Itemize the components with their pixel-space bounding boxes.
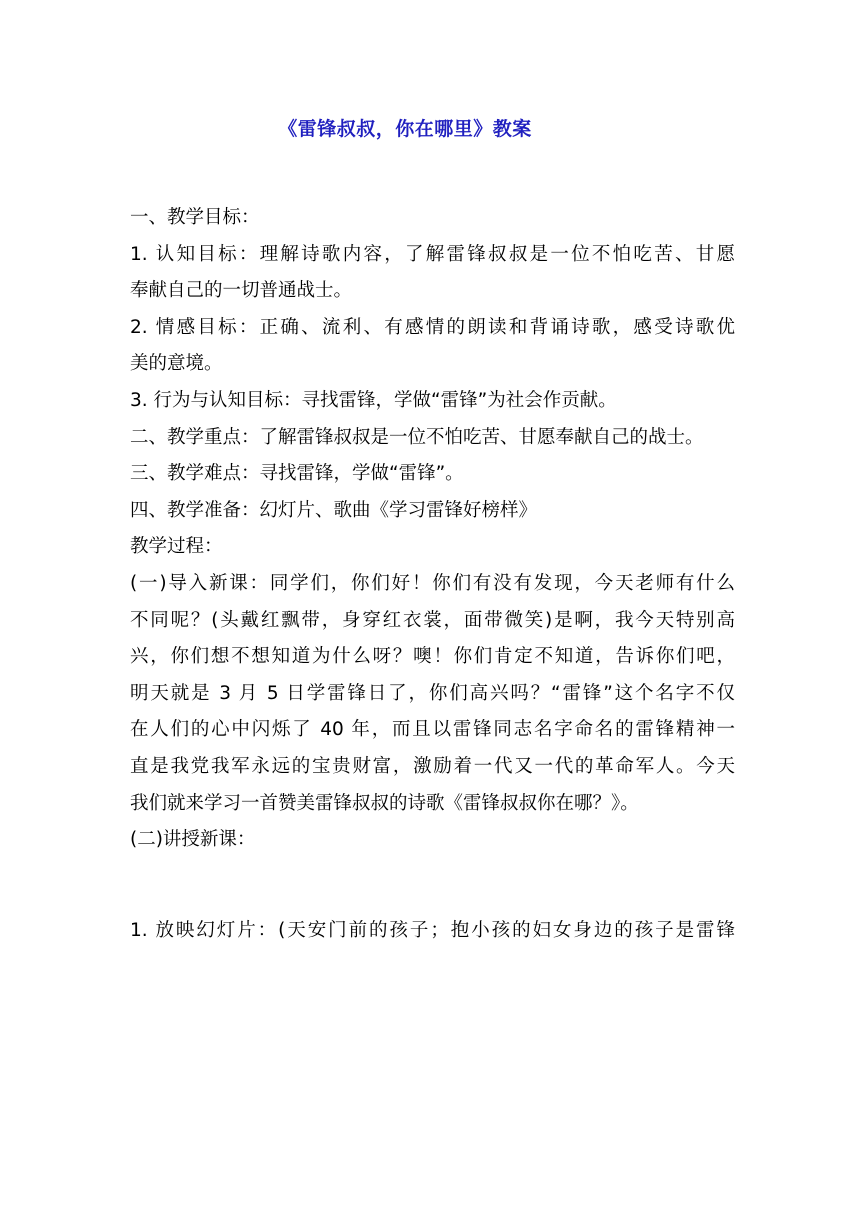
paragraph-line: 我们就来学习一首赞美雷锋叔叔的诗歌《雷锋叔叔你在哪？》。 <box>130 792 639 814</box>
paragraph-line: (一)导入新课：同学们，你们好！你们有没有发现，今天老师有什么 <box>130 572 735 594</box>
paragraph-line: 兴，你们想不想知道为什么呀？噢！你们肯定不知道，告诉你们吧， <box>130 646 735 668</box>
paragraph-gap <box>130 859 735 913</box>
paragraph-line: 奉献自己的一切普通战士。 <box>130 280 353 302</box>
document-title: 《雷锋叔叔，你在哪里》教案 <box>278 118 532 140</box>
paragraph-line: 不同呢？(头戴红飘带，身穿红衣裳，面带微笑)是啊，我今天特别高 <box>130 609 735 631</box>
paragraph-line: 3. 行为与认知目标：寻找雷锋，学做“雷锋”为社会作贡献。 <box>130 389 617 411</box>
section-heading-objectives: 一、教学目标： <box>130 207 260 228</box>
section-heading-process: 教学过程： <box>130 536 223 558</box>
document-body <box>130 200 735 949</box>
paragraph-line: 明天就是 3 月 5 日学雷锋日了，你们高兴吗？“雷锋”这个名字不仅 <box>130 682 735 704</box>
paragraph-line: 美的意境。 <box>130 353 223 375</box>
paragraph-line: 1. 认知目标：理解诗歌内容，了解雷锋叔叔是一位不怕吃苦、甘愿 <box>130 243 735 265</box>
paragraph-line: 1. 放映幻灯片：(天安门前的孩子；抱小孩的妇女身边的孩子是雷锋 <box>130 919 735 941</box>
section-heading-difficulties: 三、教学难点：寻找雷锋，学做“雷锋”。 <box>130 463 464 485</box>
section-heading-key-points: 二、教学重点：了解雷锋叔叔是一位不怕吃苦、甘愿奉献自己的战士。 <box>130 426 704 448</box>
section-heading-new-lesson: (二)讲授新课： <box>130 829 256 851</box>
paragraph-line: 直是我党我军永远的宝贵财富，激励着一代又一代的革命军人。今天 <box>130 755 735 777</box>
paragraph-line: 在人们的心中闪烁了 40 年，而且以雷锋同志名字命名的雷锋精神一 <box>130 719 735 741</box>
section-heading-preparation: 四、教学准备：幻灯片、歌曲《学习雷锋好榜样》 <box>130 499 538 521</box>
paragraph-line: 2. 情感目标：正确、流利、有感情的朗读和背诵诗歌，感受诗歌优 <box>130 316 735 338</box>
